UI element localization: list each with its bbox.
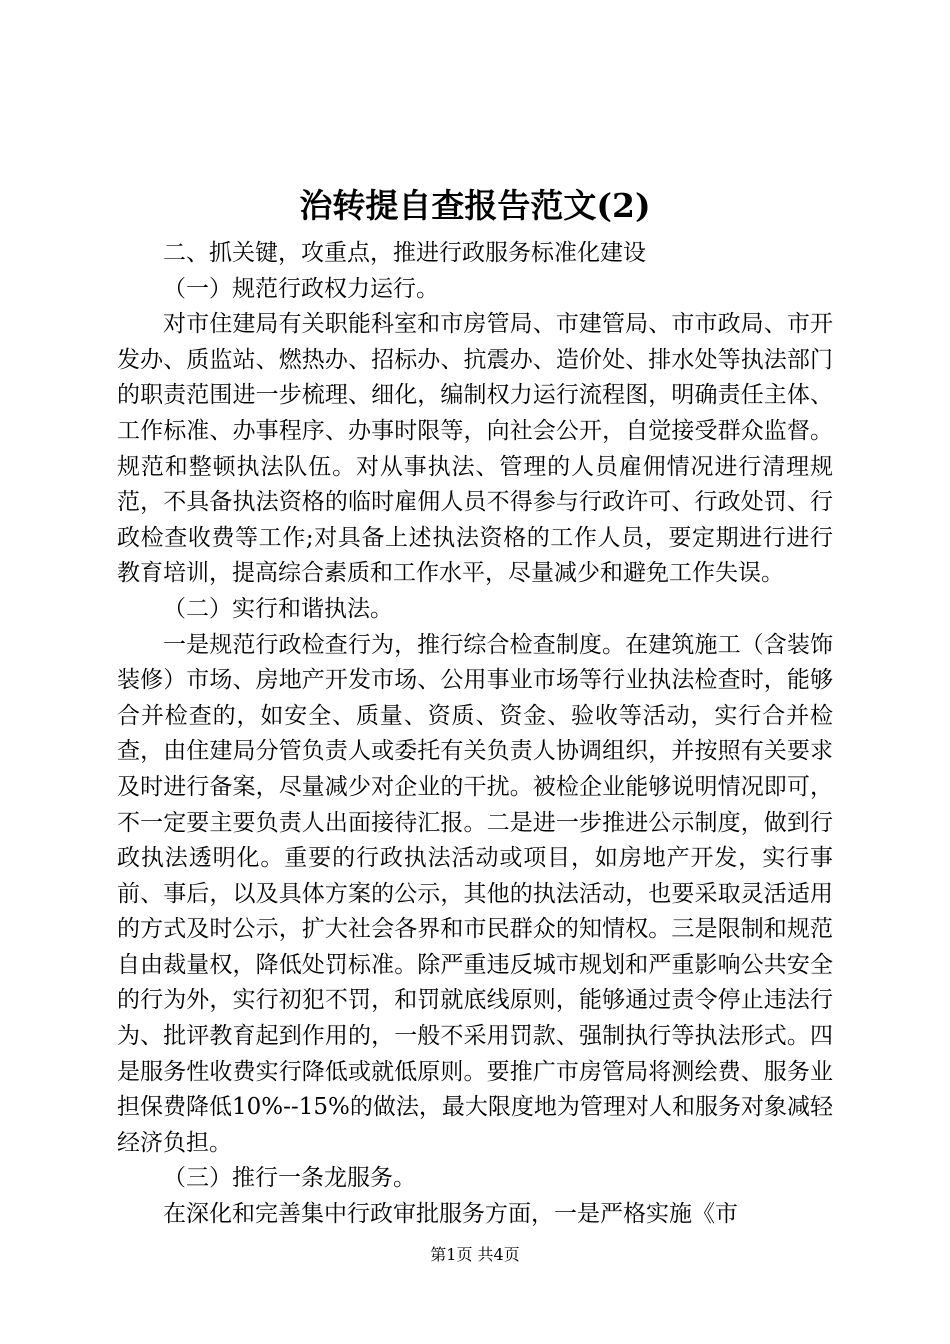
subsection-heading-2: （二）实行和谐执法。 — [163, 595, 393, 622]
page-footer: 第1页 共4页 — [430, 1245, 520, 1264]
paragraph-harmonious-enforcement: 一是规范行政检查行为，推行综合检查制度。在建筑施工（含装饰装修）市场、房地产开发市场、公用事业市场等行业执法检查时，能够合并检查的，如安全、质量、资质、资金、验收等活动，实行合并检查，由住建局分管负责人或委托有关负责人协调组织，并按照有关要求及时进行备案，尽量减少对企业的干扰。被检企业能够说明情况即可，不一定要主要负责人出面接待汇报。二是进一步推进公示制度，做到行政执法透明化。重要的行政执法活动或项目，如房地产开发，实行事前、事后，以及具体方案的公示，其他的执法活动，也要采取灵活适用的方式及时公示，扩大社会各界和市民群众的知情权。三是限制和规范自由裁量权，降低处罚标准。除严重违反城市规划和严重影响公共安全的行为外，实行初犯不罚，和罚就底线原则，能够通过责令停止违法行为、批评教育起到作用的，一般不采用罚款、强制执行等执法形式。四是服务性收费实行降低或就低原则。要推广市房管局将测绘费、服务业担保费降低10%--15%的做法，最大限度地为管理对人和服务对象减轻经济负担。 — [117, 631, 833, 1156]
document-title: 治转提自查报告范文(2) — [299, 186, 651, 225]
subsection-heading-3: （三）推行一条龙服务。 — [163, 1165, 416, 1192]
paragraph-power-operation: 对市住建局有关职能科室和市房管局、市建管局、市市政局、市开发办、质监站、燃热办、招标办、抗震办、造价处、排水处等执法部门的职责范围进一步梳理、细化，编制权力运行流程图，明确责任主体、工作标准、办事程序、办事时限等，向社会公开，自觉接受群众监督。规范和整顿执法队伍。对从事执法、管理的人员雇佣情况进行清理规范，不具备执法资格的临时雇佣人员不得参与行政许可、行政处罚、行政检查收费等工作;对具备上述执法资格的工作人员，要定期进行进行教育培训，提高综合素质和工作水平，尽量减少和避免工作失误。 — [117, 311, 833, 587]
section-heading-2: 二、抓关键，攻重点，推进行政服务标准化建设 — [163, 240, 646, 266]
subsection-heading-1: （一）规范行政权力运行。 — [163, 275, 439, 302]
document-body — [117, 236, 833, 1233]
paragraph-one-stop-service: 在深化和完善集中行政审批服务方面，一是严格实施《市 — [163, 1201, 738, 1228]
